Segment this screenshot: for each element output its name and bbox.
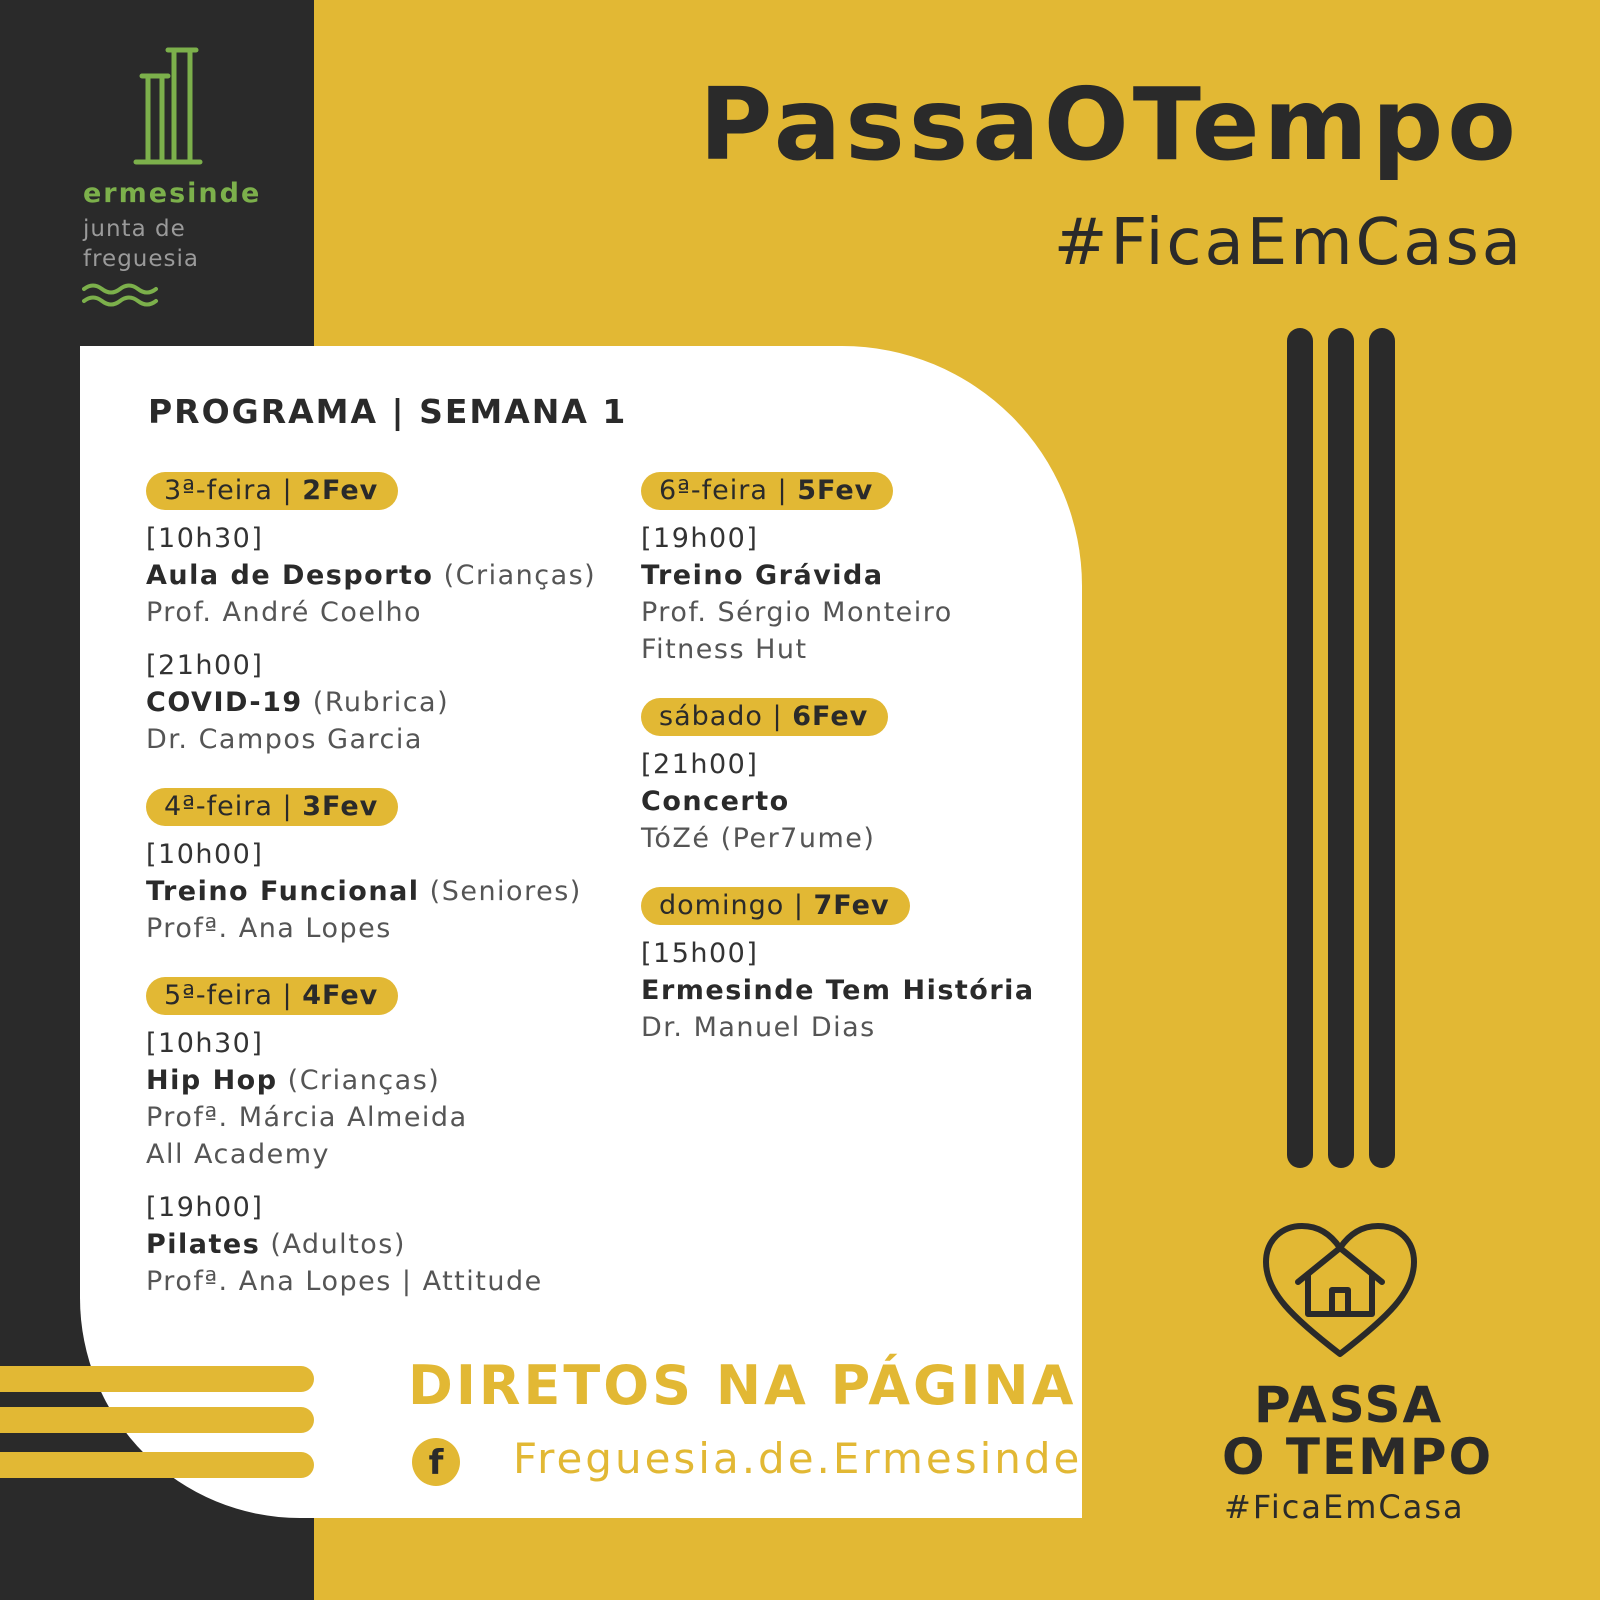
day-date: 3Fev — [302, 791, 379, 822]
day-label: 6ª-feira — [659, 475, 768, 506]
event-item — [146, 1025, 606, 1173]
brand-line-2: O TEMPO — [1222, 1428, 1494, 1486]
event-title-line — [146, 1226, 606, 1263]
event-item — [146, 647, 606, 758]
event-tag: (Crianças) — [287, 1065, 441, 1096]
day-separator: | — [272, 980, 303, 1011]
day-separator: | — [767, 475, 798, 506]
event-time: [19h00] — [146, 1192, 264, 1223]
waves-icon — [82, 282, 160, 308]
day-block — [146, 977, 606, 1300]
vertical-stripe — [1328, 328, 1354, 1168]
horizontal-stripe — [0, 1407, 314, 1433]
event-host: Profª. Ana Lopes — [146, 913, 392, 944]
event-host: Profª. Ana Lopes | Attitude — [146, 1266, 543, 1297]
event-tag: (Rubrica) — [312, 687, 450, 718]
event-host: TóZé (Per7ume) — [641, 823, 876, 854]
day-block — [146, 472, 606, 758]
day-pill — [146, 977, 398, 1015]
day-separator: | — [762, 701, 793, 732]
header-hashtag: #FicaEmCasa — [1053, 206, 1524, 280]
event-title: Treino Funcional — [146, 876, 420, 907]
day-block — [641, 472, 1101, 668]
day-date: 2Fev — [302, 475, 379, 506]
brand-line-1: PASSA — [1254, 1376, 1444, 1434]
event-tag: (Seniores) — [429, 876, 582, 907]
event-title-line — [146, 557, 606, 594]
day-label: 5ª-feira — [164, 980, 273, 1011]
event-time: [21h00] — [146, 650, 264, 681]
day-label: sábado — [659, 701, 763, 732]
vertical-stripe — [1369, 328, 1395, 1168]
event-title-line — [146, 1062, 606, 1099]
day-label: 3ª-feira — [164, 475, 273, 506]
day-pill — [641, 887, 910, 925]
program-column-left — [146, 472, 606, 1330]
event-title: Pilates — [146, 1229, 261, 1260]
day-pill — [146, 472, 398, 510]
day-separator: | — [272, 475, 303, 506]
event-tag: (Crianças) — [443, 560, 597, 591]
event-host: All Academy — [146, 1139, 330, 1170]
day-pill — [641, 472, 893, 510]
vertical-stripe — [1287, 328, 1313, 1168]
heart-house-icon — [1262, 1222, 1418, 1362]
program-column-right — [641, 472, 1101, 1076]
event-item — [641, 746, 1101, 857]
event-host: Dr. Campos Garcia — [146, 724, 423, 755]
day-block — [146, 788, 606, 947]
logo-name: ermesinde — [83, 178, 262, 209]
event-item — [146, 1189, 606, 1300]
event-title-line — [641, 972, 1101, 1009]
day-label: domingo — [659, 890, 785, 921]
event-time: [10h30] — [146, 523, 264, 554]
brand-hashtag: #FicaEmCasa — [1224, 1488, 1465, 1526]
event-title-line — [641, 783, 1101, 820]
day-pill — [641, 698, 888, 736]
event-time: [10h00] — [146, 839, 264, 870]
logo-subtitle: junta de freguesia — [83, 216, 199, 272]
event-item — [641, 935, 1101, 1046]
facebook-page-link[interactable]: Freguesia.de.Ermesinde — [513, 1434, 1083, 1483]
facebook-icon[interactable]: f — [412, 1438, 460, 1486]
horizontal-stripe — [0, 1366, 314, 1392]
day-date: 4Fev — [302, 980, 379, 1011]
event-title-line — [146, 684, 606, 721]
event-title-line — [146, 873, 606, 910]
horizontal-stripe — [0, 1452, 314, 1478]
event-host: Prof. André Coelho — [146, 597, 423, 628]
event-host: Fitness Hut — [641, 634, 808, 665]
event-time: [15h00] — [641, 938, 759, 969]
day-block — [641, 698, 1101, 857]
event-title: Hip Hop — [146, 1065, 278, 1096]
event-title: Treino Grávida — [641, 560, 884, 591]
day-label: 4ª-feira — [164, 791, 273, 822]
day-separator: | — [784, 890, 814, 921]
event-title-line — [641, 557, 1101, 594]
day-pill — [146, 788, 398, 826]
event-time: [10h30] — [146, 1028, 264, 1059]
event-title: Aula de Desporto — [146, 560, 434, 591]
day-block — [641, 887, 1101, 1046]
event-item — [146, 520, 606, 631]
day-date: 5Fev — [797, 475, 874, 506]
event-item — [146, 836, 606, 947]
day-date: 7Fev — [813, 890, 890, 921]
event-item — [641, 520, 1101, 668]
event-host: Dr. Manuel Dias — [641, 1012, 876, 1043]
live-label: DIRETOS NA PÁGINA — [408, 1354, 1077, 1417]
event-time: [19h00] — [641, 523, 759, 554]
event-host: Prof. Sérgio Monteiro — [641, 597, 953, 628]
event-title: COVID-19 — [146, 687, 303, 718]
event-title: Ermesinde Tem História — [641, 975, 1035, 1006]
day-separator: | — [272, 791, 303, 822]
event-tag: (Adultos) — [270, 1229, 406, 1260]
chimneys-icon — [84, 44, 264, 170]
day-date: 6Fev — [792, 701, 869, 732]
event-time: [21h00] — [641, 749, 759, 780]
event-title: Concerto — [641, 786, 790, 817]
program-heading: PROGRAMA | SEMANA 1 — [148, 392, 628, 431]
page-title: PassaOTempo — [699, 66, 1520, 183]
event-host: Profª. Márcia Almeida — [146, 1102, 468, 1133]
